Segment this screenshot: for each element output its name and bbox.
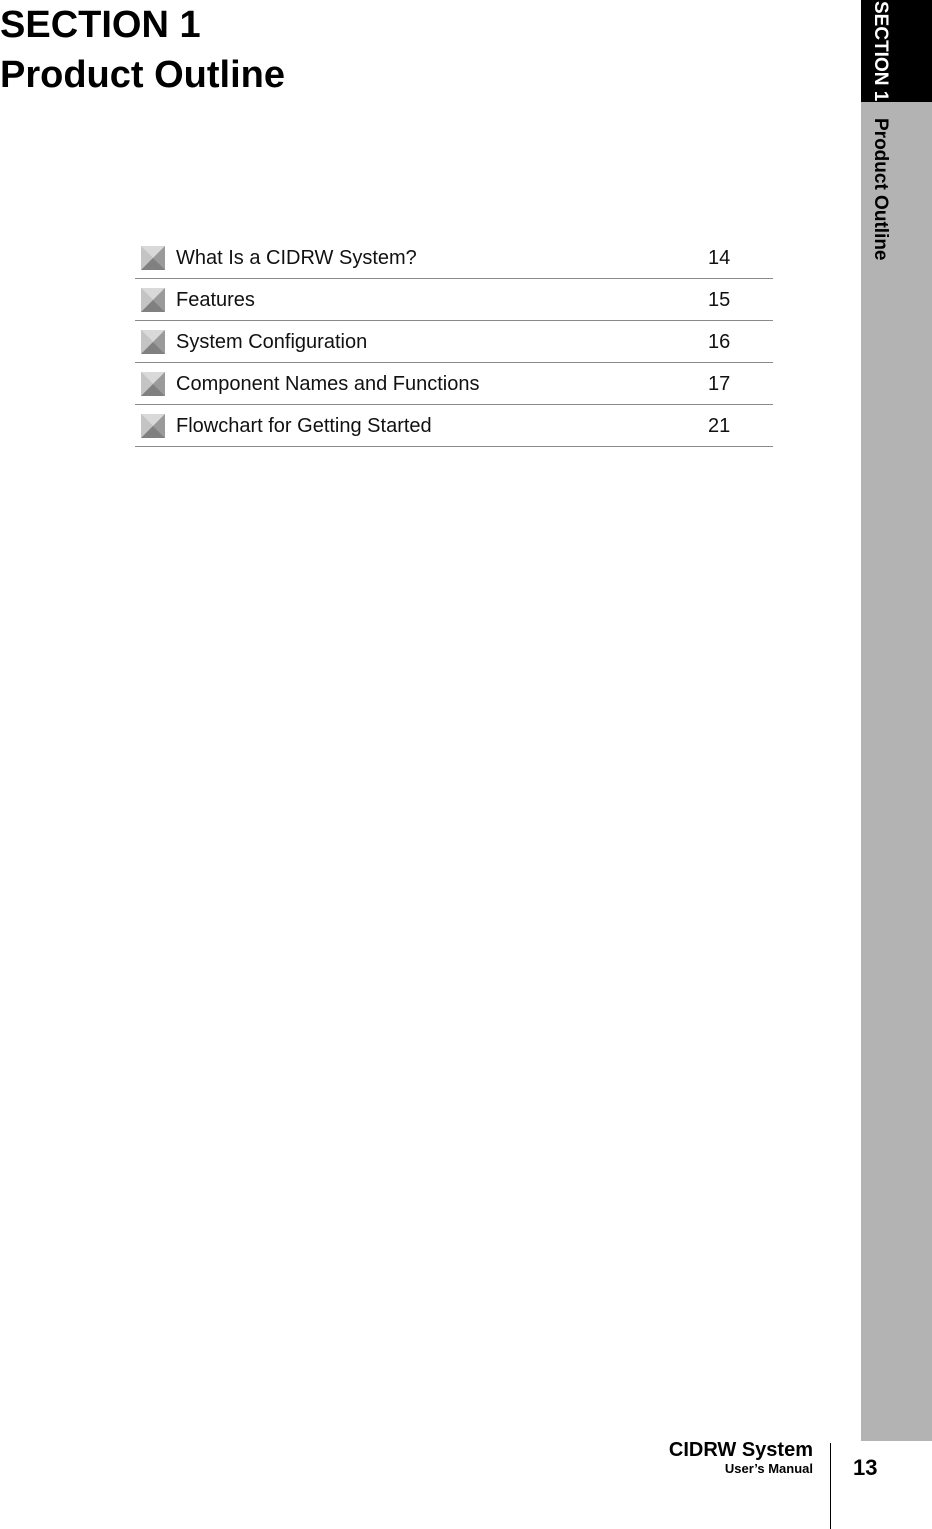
table-of-contents [135,237,773,447]
section-side-tab [861,0,932,1441]
toc-item-page: 17 [708,373,731,395]
toc-item-page: 21 [708,415,731,437]
toc-row[interactable] [135,237,773,279]
bullet-icon [141,414,165,438]
section-title: Product Outline [0,54,285,96]
toc-row[interactable] [135,405,773,447]
toc-item-title[interactable]: Flowchart for Getting Started [176,415,432,437]
page-number: 13 [853,1455,878,1480]
bullet-icon [141,288,165,312]
bullet-icon [141,372,165,396]
toc-item-title[interactable]: System Configuration [176,331,368,353]
toc-row[interactable] [135,279,773,321]
toc-row[interactable] [135,363,773,405]
toc-row[interactable] [135,321,773,363]
bullet-icon [141,246,165,270]
page-title [0,0,285,100]
side-tab-section-title: Product Outline [870,118,891,261]
footer-divider [830,1443,831,1529]
side-tab-active-section [861,0,932,102]
footer-product-name: CIDRW System [668,1439,813,1461]
toc-item-title[interactable]: Component Names and Functions [176,373,480,395]
toc-item-title[interactable]: What Is a CIDRW System? [176,247,417,269]
bullet-icon [141,330,165,354]
toc-item-page: 15 [708,289,731,311]
toc-item-page: 14 [708,247,731,269]
footer-manual-name: User’s Manual [724,1461,813,1476]
toc-item-page: 16 [708,331,731,353]
toc-item-title[interactable]: Features [176,289,255,311]
side-tab-section-label: SECTION 1 [870,1,891,102]
section-label: SECTION 1 [0,4,201,46]
